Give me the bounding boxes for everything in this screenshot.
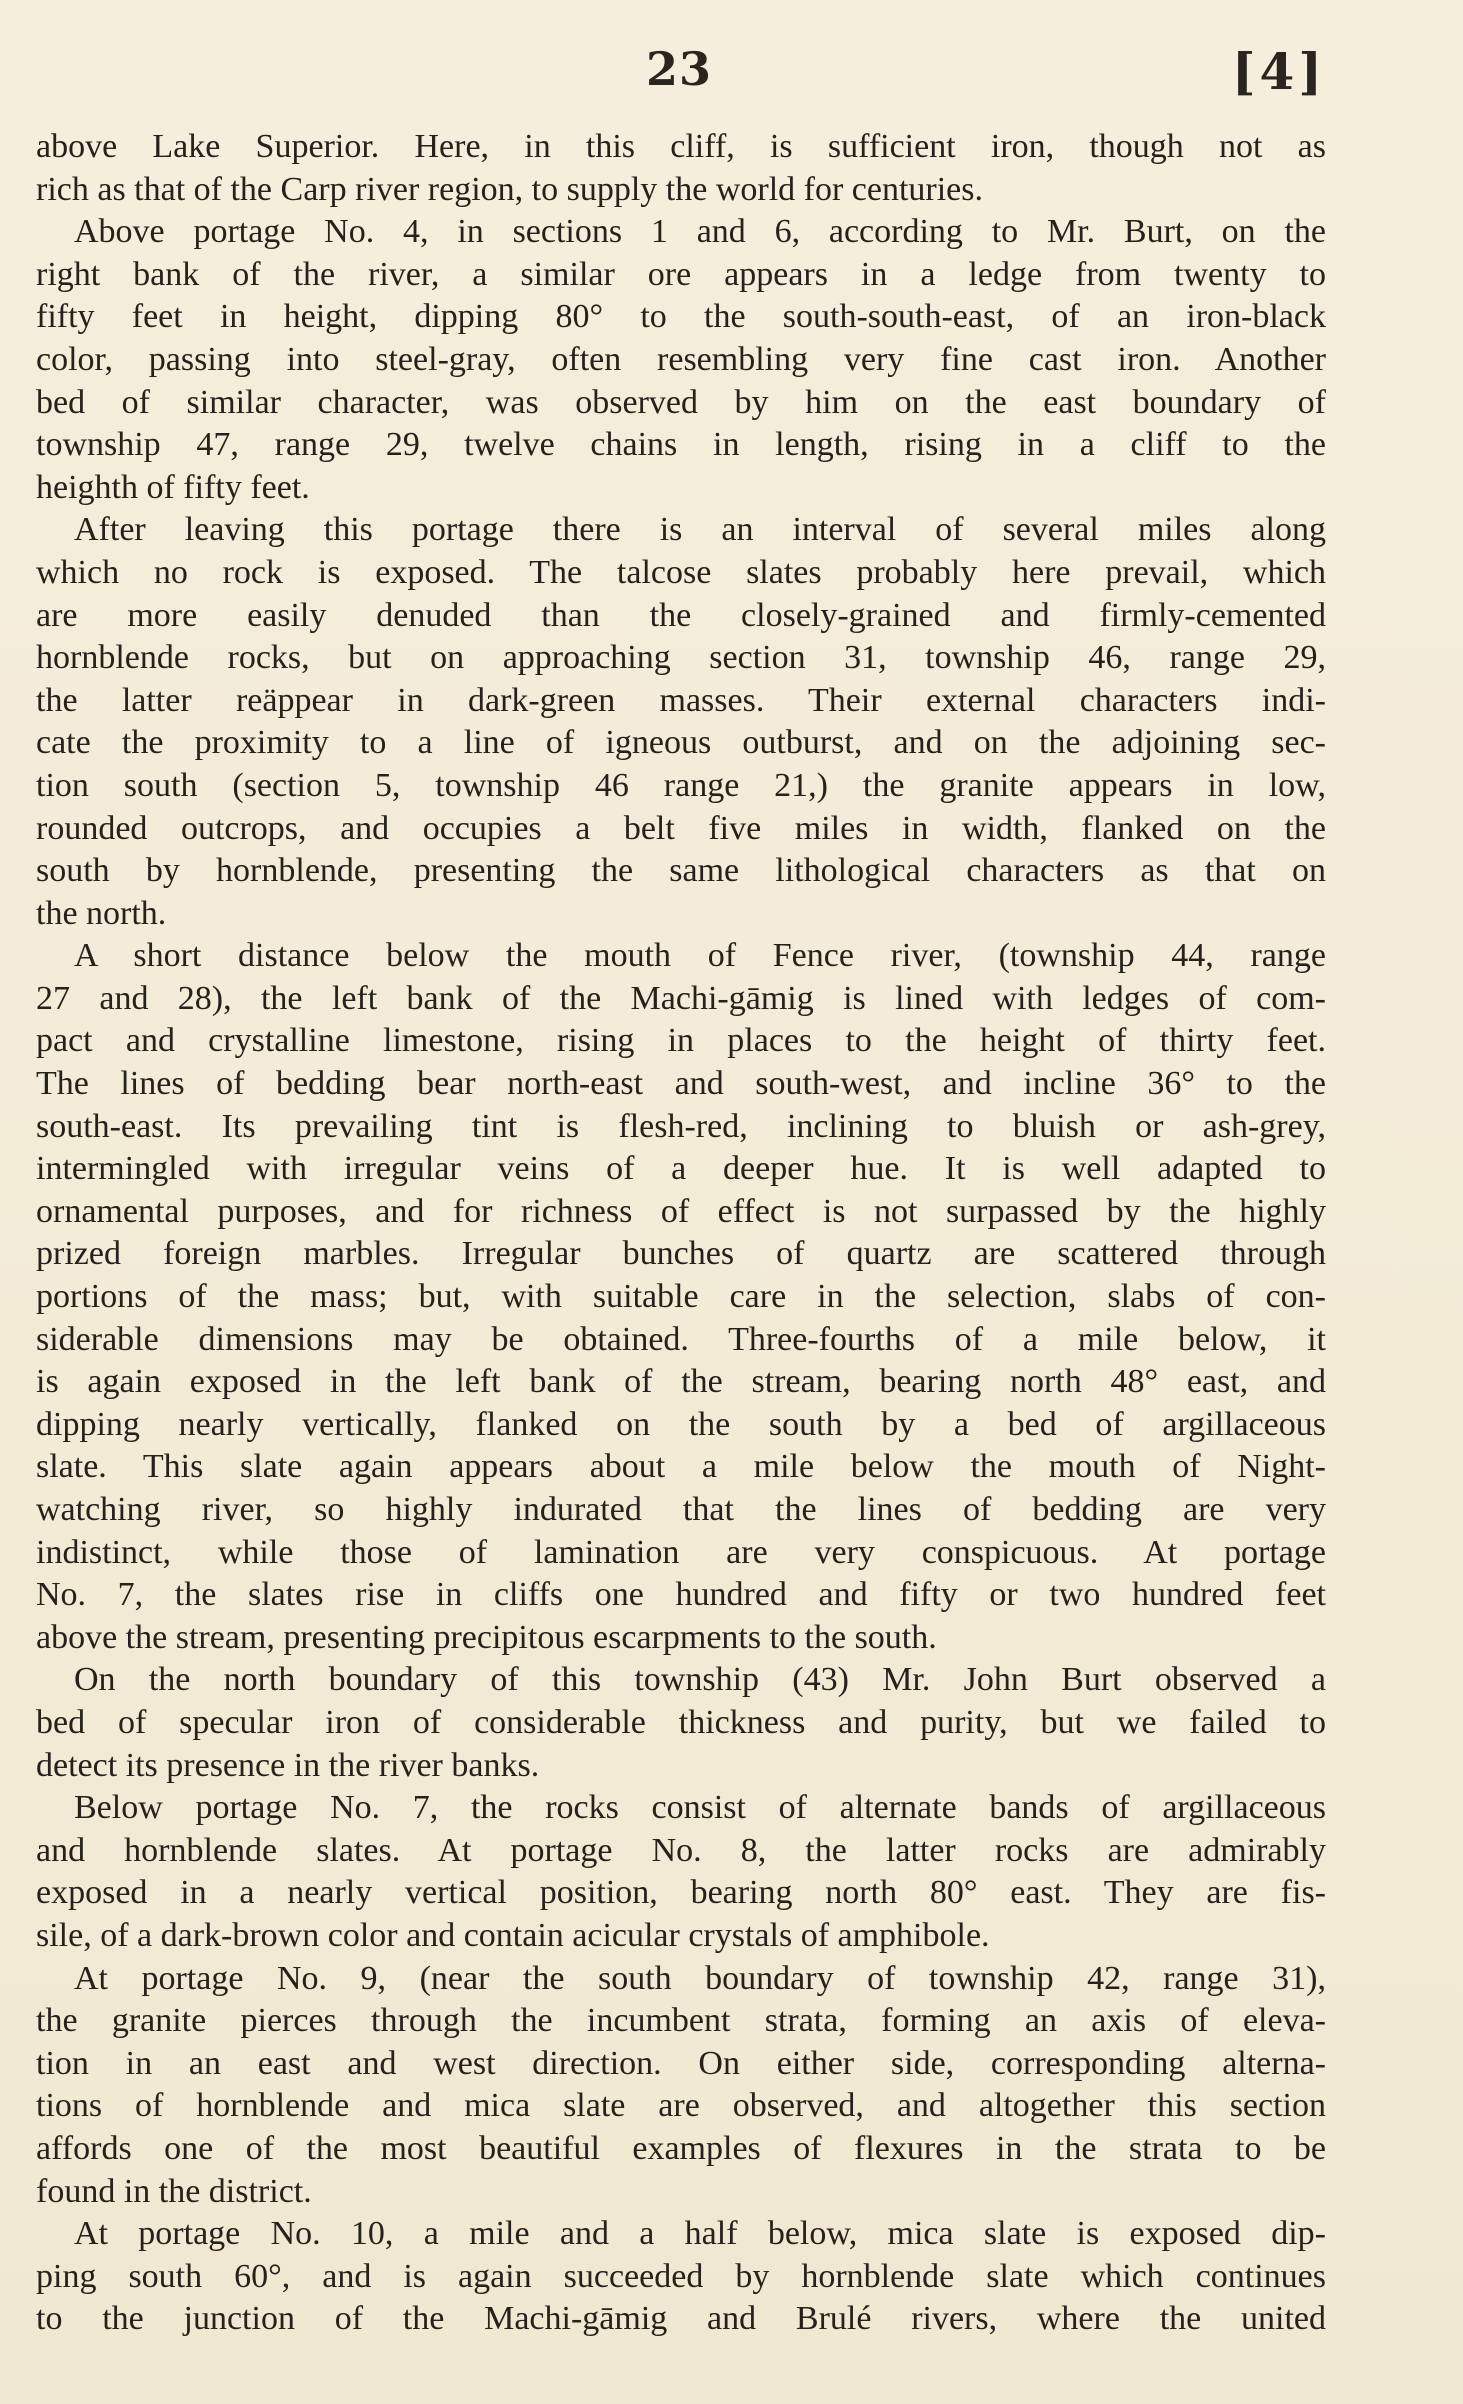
text-line: the granite pierces through the incumbent strata, forming an axis of eleva- bbox=[36, 2002, 1326, 2040]
text-line: A short distance below the mouth of Fence river, (township 44, range bbox=[74, 937, 1326, 975]
paragraph bbox=[36, 1659, 1326, 1787]
text-line: found in the district. bbox=[36, 2172, 312, 2210]
text-line: slate. This slate again appears about a mile below the mouth of Night- bbox=[36, 1448, 1326, 1486]
text-line: above Lake Superior. Here, in this cliff, is sufficient iron, though not as bbox=[36, 128, 1326, 165]
text-line: heighth of fifty feet. bbox=[36, 468, 310, 506]
text-line: 27 and 28), the left bank of the Machi-gāmig is lined with ledges of com- bbox=[36, 979, 1326, 1017]
text-line: which no rock is exposed. The talcose slates probably here prevail, which bbox=[36, 553, 1326, 591]
text-line: color, passing into steel-gray, often resembling very fine cast iron. Another bbox=[36, 340, 1326, 378]
text-line: township 47, range 29, twelve chains in length, rising in a cliff to the bbox=[36, 426, 1326, 464]
body-text bbox=[36, 126, 1326, 2341]
text-line: exposed in a nearly vertical position, bearing north 80° east. They are fis- bbox=[36, 1874, 1326, 1912]
text-line: right bank of the river, a similar ore appears in a ledge from twenty to bbox=[36, 255, 1326, 293]
text-line: At portage No. 9, (near the south boundary of township 42, range 31), bbox=[74, 1959, 1326, 1997]
text-line: intermingled with irregular veins of a deeper hue. It is well adapted to bbox=[36, 1150, 1326, 1188]
paragraph bbox=[36, 211, 1326, 509]
text-line: tions of hornblende and mica slate are observed, and altogether this section bbox=[36, 2087, 1326, 2125]
text-line: and hornblende slates. At portage No. 8, the latter rocks are admirably bbox=[36, 1831, 1326, 1869]
text-line: the north. bbox=[36, 894, 167, 932]
text-line: tion in an east and west direction. On either side, corresponding alterna- bbox=[36, 2044, 1326, 2082]
text-line: Above portage No. 4, in sections 1 and 6, according to Mr. Burt, on the bbox=[74, 213, 1326, 251]
paragraph bbox=[36, 2213, 1326, 2341]
page-number: 23 bbox=[646, 42, 713, 96]
text-line: prized foreign marbles. Irregular bunches of quartz are scattered through bbox=[36, 1235, 1326, 1273]
text-line: above the stream, presenting precipitous escarpments to the south. bbox=[36, 1618, 937, 1656]
text-line: indistinct, while those of lamination are very conspicuous. At portage bbox=[36, 1533, 1326, 1571]
text-line: rich as that of the Carp river region, to supply the world for centuries. bbox=[36, 170, 984, 208]
text-line: dipping nearly vertically, flanked on the south by a bed of argillaceous bbox=[36, 1405, 1326, 1443]
text-line: No. 7, the slates rise in cliffs one hundred and fifty or two hundred feet bbox=[36, 1576, 1326, 1614]
text-line: hornblende rocks, but on approaching section 31, township 46, range 29, bbox=[36, 639, 1326, 677]
text-line: At portage No. 10, a mile and a half below, mica slate is exposed dip- bbox=[74, 2215, 1326, 2253]
text-line: cate the proximity to a line of igneous outburst, and on the adjoining sec- bbox=[36, 724, 1326, 762]
text-line: After leaving this portage there is an interval of several miles along bbox=[74, 511, 1326, 549]
text-line: siderable dimensions may be obtained. Three-fourths of a mile below, it bbox=[36, 1320, 1326, 1358]
text-line: tion south (section 5, township 46 range 21,) the granite appears in low, bbox=[36, 766, 1326, 804]
text-line: ping south 60°, and is again succeeded by hornblende slate which continues bbox=[36, 2257, 1326, 2295]
text-line: fifty feet in height, dipping 80° to the south-south-east, of an iron-black bbox=[36, 298, 1326, 336]
text-line: watching river, so highly indurated that the lines of bedding are very bbox=[36, 1491, 1326, 1528]
text-line: south-east. Its prevailing tint is flesh-red, inclining to bluish or ash-grey, bbox=[36, 1107, 1326, 1145]
text-line: to the junction of the Machi-gāmig and Brulé rivers, where the united bbox=[36, 2300, 1326, 2338]
text-line: the latter reäppear in dark-green masses. Their external characters indi- bbox=[36, 681, 1326, 719]
text-line: is again exposed in the left bank of the stream, bearing north 48° east, and bbox=[36, 1363, 1326, 1401]
text-line: Below portage No. 7, the rocks consist of alternate bands of argillaceous bbox=[74, 1789, 1326, 1827]
paragraph bbox=[36, 126, 1326, 211]
text-line: pact and crystalline limestone, rising in places to the height of thirty feet. bbox=[36, 1022, 1326, 1060]
paragraph bbox=[36, 935, 1326, 1659]
text-line: sile, of a dark-brown color and contain acicular crystals of amphibole. bbox=[36, 1916, 990, 1954]
paragraph bbox=[36, 1787, 1326, 1957]
text-line: On the north boundary of this township (43) Mr. John Burt observed a bbox=[74, 1661, 1326, 1699]
paragraph bbox=[36, 1958, 1326, 2214]
paragraph bbox=[36, 509, 1326, 935]
text-line: detect its presence in the river banks. bbox=[36, 1746, 540, 1784]
text-line: bed of specular iron of considerable thickness and purity, but we failed to bbox=[36, 1703, 1326, 1741]
text-line: south by hornblende, presenting the same lithological characters as that on bbox=[36, 852, 1326, 890]
page-header bbox=[36, 42, 1326, 102]
text-line: bed of similar character, was observed by him on the east boundary of bbox=[36, 383, 1326, 421]
text-line: are more easily denuded than the closely-grained and firmly-cemented bbox=[36, 596, 1326, 634]
text-line: affords one of the most beautiful examples of flexures in the strata to be bbox=[36, 2129, 1326, 2167]
document-number: [4] bbox=[1231, 42, 1326, 101]
text-line: ornamental purposes, and for richness of effect is not surpassed by the highly bbox=[36, 1192, 1326, 1230]
text-line: portions of the mass; but, with suitable care in the selection, slabs of con- bbox=[36, 1278, 1326, 1316]
text-line: rounded outcrops, and occupies a belt five miles in width, flanked on the bbox=[36, 809, 1326, 847]
text-line: The lines of bedding bear north-east and south-west, and incline 36° to the bbox=[36, 1065, 1326, 1103]
